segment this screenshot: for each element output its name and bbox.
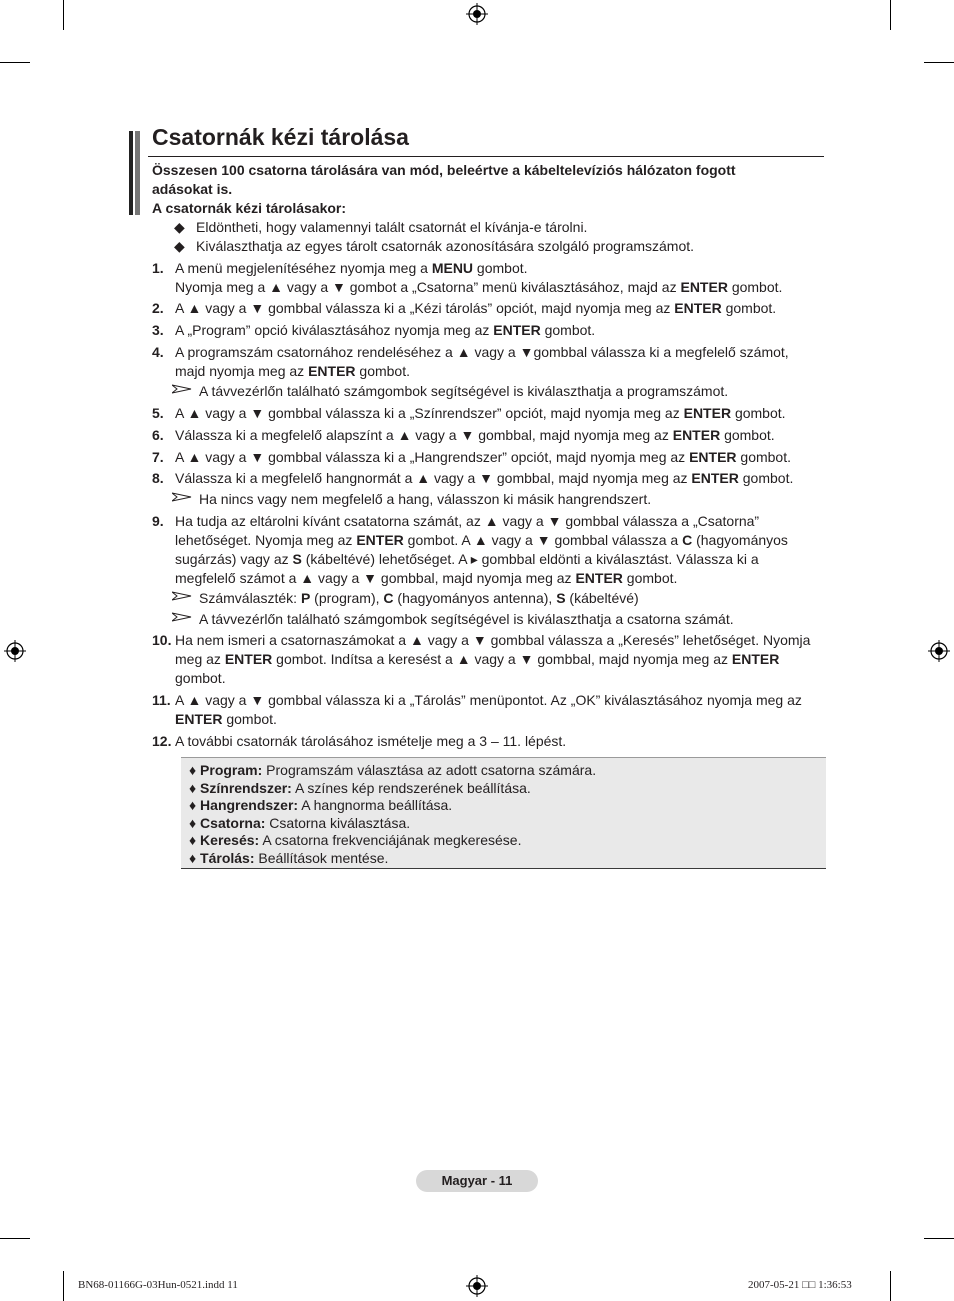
step-number: 12. [152,733,172,749]
subheading: A csatornák kézi tárolásakor: [152,200,347,216]
step-number: 4. [152,344,164,360]
step-number: 6. [152,427,164,443]
diamond-bullet-icon: ♦ [189,779,197,796]
crop-mark [63,1271,64,1301]
step-number: 7. [152,449,164,465]
step-text: A „Program” opció kiválasztásához nyomja meg az ENTER gombot. [175,322,596,338]
step-number: 9. [152,513,164,529]
step-text: A ▲ vagy a ▼ gombbal válassza ki a „Színrendszer” opciót, majd nyomja meg az ENTER gombot. [175,405,786,421]
intro-text: Összesen 100 csatorna tárolására van mód, beleértve a kábeltelevíziós hálózaton fogott adásokat is. [152,162,736,197]
crop-mark [0,1238,30,1239]
arrow-note-icon [172,591,192,601]
arrow-note-icon [172,612,192,622]
diamond-bullet-icon: ♦ [189,814,197,831]
step-text: A programszám csatornához rendeléséhez a ▲ vagy a ▼gombbal válassza ki a megfelelő számot, majd nyomja meg az ENTER gombot. [175,344,789,379]
title-underline [148,156,824,157]
registration-mark-icon [4,640,26,662]
registration-mark-icon [466,1275,488,1297]
step-number: 1. [152,260,164,276]
step-number: 2. [152,300,164,316]
note-text: A távvezérlőn található számgombok segítségével is kiválaszthatja a csatorna számát. [199,611,734,627]
bullet-item: Eldöntheti, hogy valamennyi talált csatornát el kívánja-e tárolni. [196,219,588,235]
step-number: 5. [152,405,164,421]
step-text: A ▲ vagy a ▼ gombbal válassza ki a „Tárolás” menüpontot. Az „OK” kiválasztásához nyomja meg az ENTER gombot. [175,692,802,727]
diamond-bullet-icon: ♦ [189,849,197,866]
step-text: A menü megjelenítéséhez nyomja meg a MENU gombot. Nyomja meg a ▲ vagy a ▼ gombot a „Csatorna” menü kiválasztásához, majd az ENTER gombot. [175,260,783,295]
step-text: A ▲ vagy a ▼ gombbal válassza ki a „Hangrendszer” opciót, majd nyomja meg az ENTER gombot. [175,449,791,465]
summary-row: ♦ Keresés: A csatorna frekvenciájának megkeresése. [189,832,522,848]
arrow-note-icon [172,492,192,502]
page-title: Csatornák kézi tárolása [152,124,409,150]
crop-mark [0,62,30,63]
crop-mark [890,1271,891,1301]
registration-mark-icon [928,640,950,662]
diamond-bullet-icon: ♦ [189,762,197,778]
step-number: 8. [152,470,164,486]
registration-mark-icon [466,3,488,25]
summary-row: ♦ Színrendszer: A színes kép rendszerének beállítása. [189,779,531,796]
diamond-bullet-icon: ◆ [174,219,185,235]
step-text: Ha nem ismeri a csatornaszámokat a ▲ vagy a ▼ gombbal válassza a „Keresés” lehetőséget. Nyomja meg az ENTER gombot. Indítsa a keresést a ▲ vagy a ▼ gombbal, majd nyomja meg az ENTER gombot. [175,632,811,686]
title-accent-bar [129,131,140,215]
note-text: Számválaszték: P (program), C (hagyományos antenna), S (kábeltévé) [199,590,639,606]
bullet-item: Kiválaszthatja az egyes tárolt csatornák azonosítására szolgáló programszámot. [196,238,695,254]
step-text: Válassza ki a megfelelő alapszínt a ▲ vagy a ▼ gombbal, majd nyomja meg az ENTER gombot. [175,427,775,443]
step-text: A ▲ vagy a ▼ gombbal válassza ki a „Kézi tárolás” opciót, majd nyomja meg az ENTER gombot. [175,300,777,316]
summary-box [181,757,826,869]
step-number: 10. [152,632,172,648]
crop-mark [890,0,891,30]
print-slug-filename: BN68-01166G-03Hun-0521.indd 11 [78,1279,238,1291]
step-number: 11. [152,692,171,708]
summary-row: ♦ Hangrendszer: A hangnorma beállítása. [189,797,453,813]
crop-mark [924,1238,954,1239]
diamond-bullet-icon: ◆ [174,238,185,254]
note-text: A távvezérlőn található számgombok segítségével is kiválaszthatja a programszámot. [199,383,729,399]
step-text: A további csatornák tárolásához ismételje meg a 3 – 11. lépést. [175,733,567,749]
summary-row: ♦ Program: Programszám választása az adott csatorna számára. [189,762,597,778]
page-number-badge: Magyar - 11 [416,1170,538,1192]
diamond-bullet-icon: ♦ [189,797,197,813]
diamond-bullet-icon: ♦ [189,832,197,848]
step-text: Válassza ki a megfelelő hangnormát a ▲ vagy a ▼ gombbal, majd nyomja meg az ENTER gombot. [175,470,794,486]
print-slug-timestamp: 2007-05-21 □□ 1:36:53 [748,1279,852,1291]
arrow-note-icon [172,384,192,394]
note-text: Ha nincs vagy nem megfelelő a hang, válasszon ki másik hangrendszert. [199,491,652,507]
crop-mark [924,62,954,63]
summary-row: ♦ Tárolás: Beállítások mentése. [189,849,389,866]
step-number: 3. [152,322,164,338]
summary-row: ♦ Csatorna: Csatorna kiválasztása. [189,814,411,831]
step-text: Ha tudja az eltárolni kívánt csatatorna számát, az ▲ vagy a ▼ gombbal válassza a „Csatorna” lehetőséget. Nyomja meg az ENTER gombot. A ▲ vagy a ▼ gombbal válassza a C (hagyományos sugárzás) vagy az S (kábeltévé) lehetőséget. A ▸ gombbal eldönti a kiválasztást. Válassza ki a megfelelő számot a ▲ vagy a ▼ gombbal, majd nyomja meg az ENTER gombot. [175,513,788,586]
crop-mark [63,0,64,30]
